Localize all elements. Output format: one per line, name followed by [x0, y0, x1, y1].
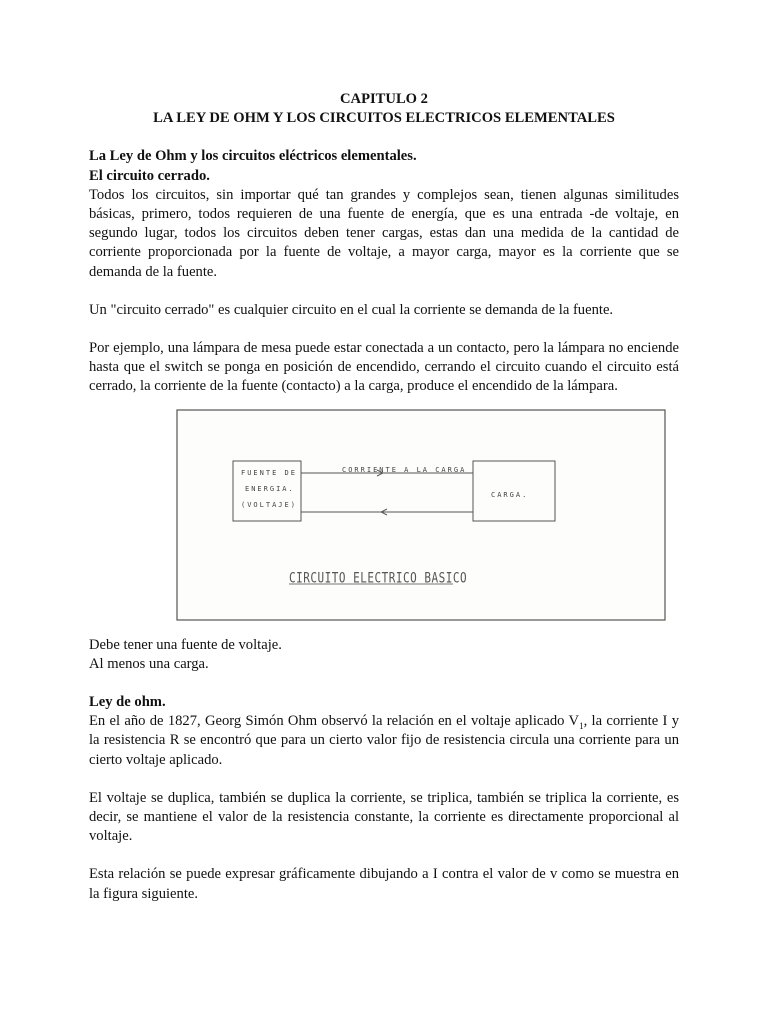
paragraph-lamp-example: Por ejemplo, una lámpara de mesa puede estar conectada a un contacto, pero la lámpara no enciende hasta que el switch se ponga en posición de encendido, cerrando el circuito cuando el circuito está cerrado, la corriente de la fuente (contacto) a la carga, produce el encendido de la lámpara. — [89, 340, 679, 395]
source-label-line1: FUENTE DE — [241, 468, 297, 477]
voltage-subscript: 1 — [579, 721, 584, 732]
document-page — [89, 90, 679, 904]
paragraph-closed-circuit: Un "circuito cerrado" es cualquier circuito en el cual la corriente se demanda de la fuente. — [89, 301, 614, 318]
paragraph-graph-reference: Esta relación se puede expresar gráficamente dibujando a I contra el valor de v como se muestra en la figura siguiente. — [89, 866, 679, 902]
chapter-title: LA LEY DE OHM Y LOS CIRCUITOS ELECTRICOS ELEMENTALES — [153, 110, 615, 127]
arrow-label: CORRIENTE A LA CARGA — [342, 465, 467, 474]
source-label-line3: (VOLTAJE) — [241, 500, 297, 509]
circuit-diagram-drawing — [89, 406, 679, 628]
paragraph-ohm-history — [89, 712, 679, 770]
circuit-diagram — [89, 406, 679, 628]
diagram-caption: CIRCUITO ELECTRICO BASICO — [289, 569, 468, 586]
ohm-history-text-a: En el año de 1827, Georg Simón Ohm observó la relación en el voltaje aplicado V — [89, 713, 580, 730]
requirement-voltage-source: Debe tener una fuente de voltaje. — [89, 636, 282, 653]
paragraph-circuit-basics: Todos los circuitos, sin importar qué tan grandes y complejos sean, tienen algunas similitudes básicas, primero, todos requieren de una fuente de energía, que es una entrada -de voltaje, en segundo lugar, todos los circuitos deben tener cargas, estas dan una medida de la cantidad de corriente proporcionada por la fuente de voltaje, a mayor carga, mayor es la corriente que se demanda de la fuente. — [89, 186, 679, 280]
ohm-history-text-b: , la corriente I y la resistencia R se encontró que para un cierto valor fijo de resistencia circula una corriente para un cierto voltaje aplicado. — [89, 713, 679, 768]
source-label-line2: ENERGIA. — [245, 484, 295, 493]
subsection-heading: El circuito cerrado. — [89, 167, 210, 184]
section-heading: La Ley de Ohm y los circuitos eléctricos elementales. — [89, 148, 417, 165]
load-label: CARGA. — [491, 490, 529, 499]
ohm-law-heading: Ley de ohm. — [89, 694, 166, 711]
chapter-number: CAPITULO 2 — [340, 91, 428, 107]
paragraph-proportionality: El voltaje se duplica, también se duplica la corriente, se triplica, también se triplica la corriente, es decir, se mantiene el valor de la resistencia constante, la corriente es directamente proporcional al voltaje. — [89, 789, 679, 845]
requirement-load: Al menos una carga. — [89, 655, 209, 672]
